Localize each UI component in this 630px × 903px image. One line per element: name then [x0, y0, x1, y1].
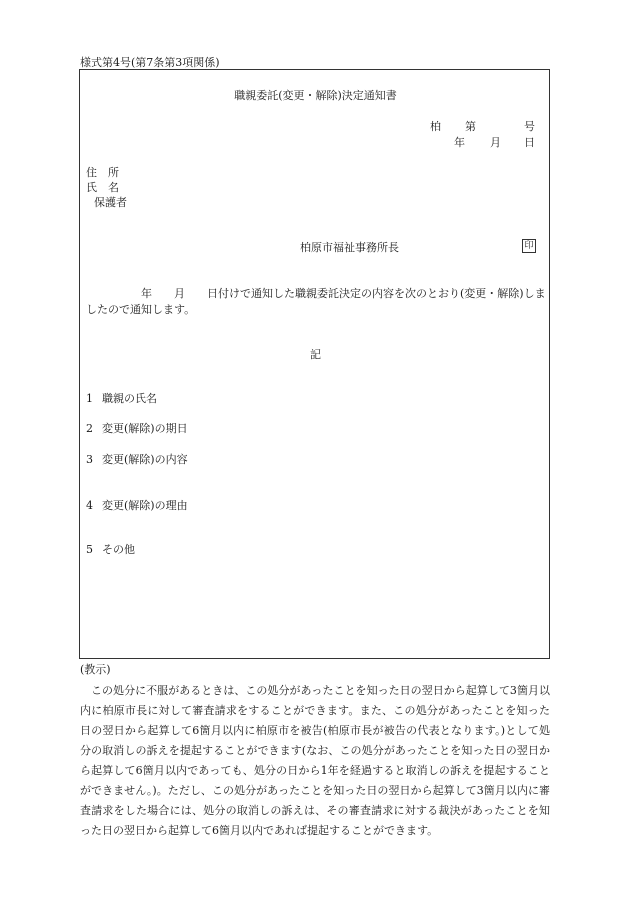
list-item [86, 543, 135, 557]
address-label: 住 所 [86, 166, 119, 179]
notice-form [79, 69, 550, 659]
guardian-label: 保護者 [94, 196, 127, 209]
number-prefix: 柏 [430, 120, 441, 133]
date-day: 日 [524, 136, 535, 149]
number-suffix: 号 [524, 120, 535, 133]
item-label: その他 [102, 543, 135, 556]
item-number: 1 [86, 392, 93, 405]
list-item [86, 453, 188, 467]
ki-heading: 記 [310, 348, 321, 361]
name-label: 氏 名 [86, 181, 119, 194]
item-label: 変更(解除)の期日 [102, 422, 188, 435]
list-item [86, 392, 157, 406]
item-number: 4 [86, 499, 93, 512]
instruction-label: (教示) [80, 663, 111, 676]
list-item [86, 422, 188, 436]
form-number: 様式第4号(第7条第3項関係) [80, 56, 220, 69]
issuer-name: 柏原市福祉事務所長 [300, 241, 399, 254]
item-label: 変更(解除)の内容 [102, 453, 188, 466]
instruction-text: この処分に不服があるときは、この処分があったことを知った日の翌日から起算して3箇月以内に柏原市長に対して審査請求をすることができます。また、この処分があったことを知った日の翌日から起算して6箇月以内に柏原市を被告(柏原市長が被告の代表となります。)として処分の取消しの訴えを提起することができます(なお、この処分があったことを知った日の翌日から起算して6箇月以内であっても、処分の日から1年を経過すると取消しの訴えを提起することができません。)。ただし、この処分があったことを知った日の翌日から起算して3箇月以内に審査請求をした場合には、処分の取消しの訴えは、その審査請求に対する裁決があったことを知った日の翌日から起算して6箇月以内であれば提起することができます。 [80, 684, 550, 837]
document-title: 職親委託(変更・解除)決定通知書 [234, 89, 397, 102]
item-label: 変更(解除)の理由 [102, 499, 188, 512]
date-year: 年 [454, 136, 465, 149]
item-label: 職親の氏名 [102, 392, 157, 405]
item-number: 2 [86, 422, 93, 435]
seal-mark: 印 [522, 239, 536, 253]
notice-body: 年 月 日付けで通知した職親委託決定の内容を次のとおり(変更・解除)しましたので通知します。 [86, 287, 546, 316]
number-mid: 第 [465, 120, 476, 133]
list-item [86, 499, 188, 513]
item-number: 3 [86, 453, 93, 466]
date-month: 月 [490, 136, 501, 149]
item-number: 5 [86, 543, 93, 556]
